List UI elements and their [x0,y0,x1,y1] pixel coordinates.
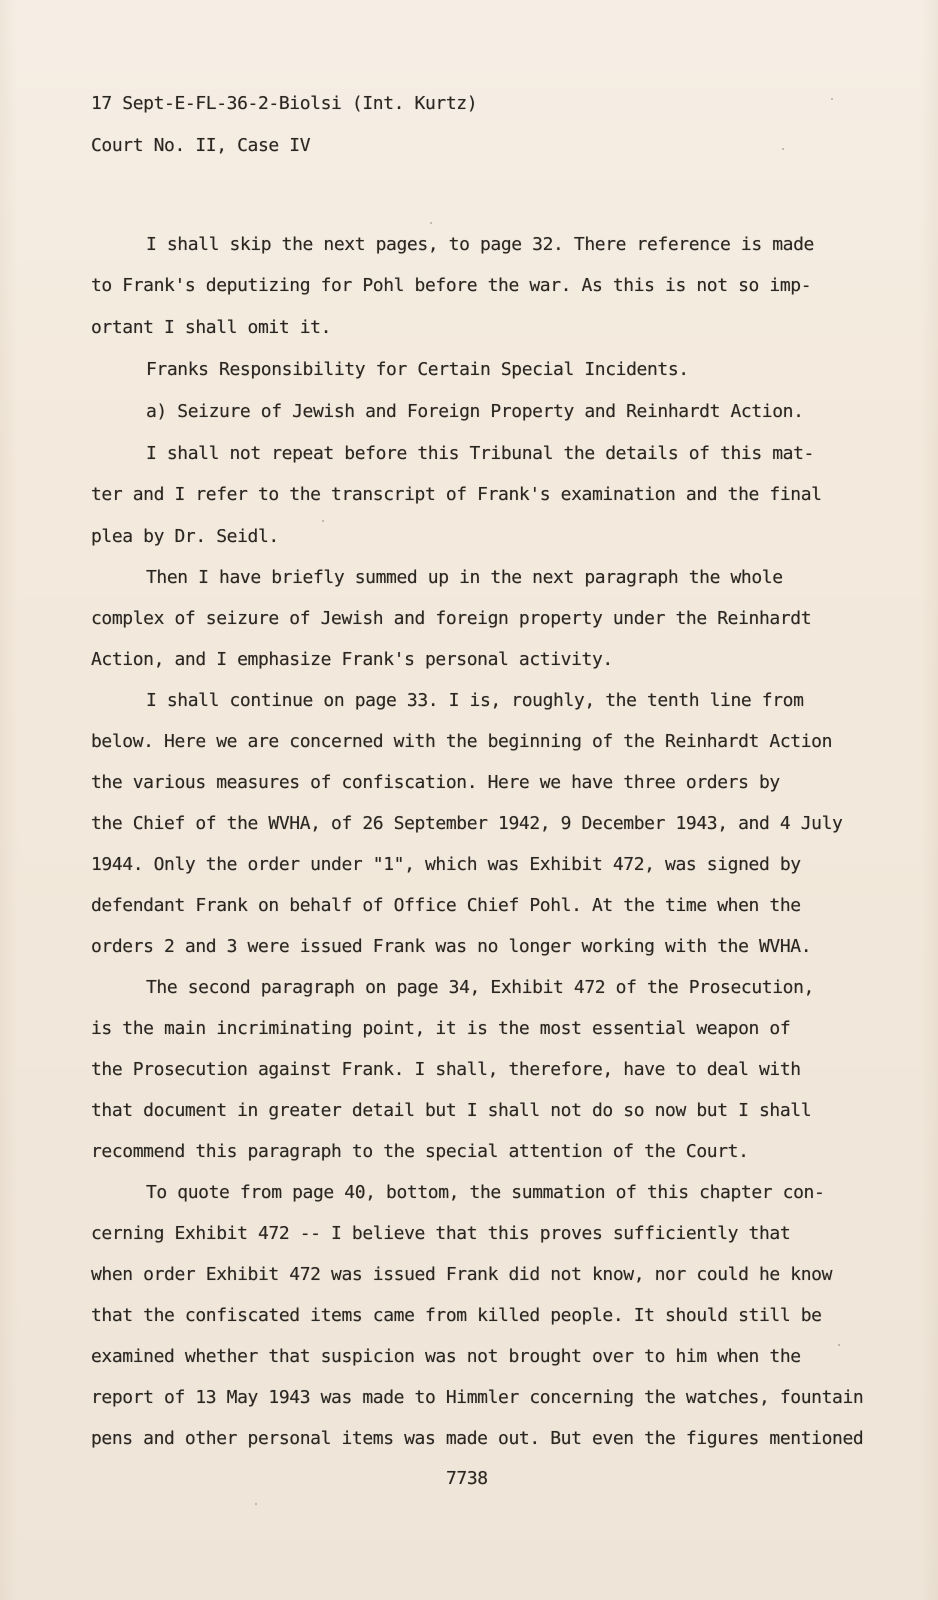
text-line: ter and I refer to the transcript of Frank's examination and the final [91,484,822,505]
document-reference-header: 17 Sept-E-FL-36-2-Biolsi (Int. Kurtz) [91,93,478,114]
text-line: the Prosecution against Frank. I shall, therefore, have to deal with [91,1059,801,1080]
page-number: 7738 [446,1468,488,1489]
text-line: recommend this paragraph to the special attention of the Court. [91,1141,749,1162]
text-line: the Chief of the WVHA, of 26 September 1942, 9 December 1943, and 4 July [91,813,843,834]
text-line: cerning Exhibit 472 -- I believe that this proves sufficiently that [91,1223,791,1244]
paper-speck [255,1503,257,1505]
text-line: complex of seizure of Jewish and foreign property under the Reinhardt [91,608,812,629]
text-line: that the confiscated items came from killed people. It should still be [91,1305,822,1326]
subsection-heading: a) Seizure of Jewish and Foreign Property and Reinhardt Action. [146,401,804,422]
text-line: ortant I shall omit it. [91,317,332,338]
text-line: Action, and I emphasize Frank's personal activity. [91,649,613,670]
text-line: the various measures of confiscation. Here we have three orders by [91,772,780,793]
paper-speck [782,148,784,150]
paper-speck [322,520,324,522]
text-line: defendant Frank on behalf of Office Chief Pohl. At the time when the [91,895,801,916]
text-line: that document in greater detail but I shall not do so now but I shall [91,1100,812,1121]
paper-speck [430,222,432,224]
paper-speck [838,1344,840,1346]
text-line: The second paragraph on page 34, Exhibit 472 of the Prosecution, [146,977,814,998]
text-line: below. Here we are concerned with the beginning of the Reinhardt Action [91,731,833,752]
text-line: is the main incriminating point, it is the most essential weapon of [91,1018,791,1039]
text-line: To quote from page 40, bottom, the summation of this chapter con- [146,1182,825,1203]
section-heading: Franks Responsibility for Certain Special Incidents. [146,359,689,380]
text-line: orders 2 and 3 were issued Frank was no longer working with the WVHA. [91,936,812,957]
text-line: pens and other personal items was made out. But even the figures mentioned [91,1428,864,1449]
text-line: I shall not repeat before this Tribunal the details of this mat- [146,443,814,464]
text-line: plea by Dr. Seidl. [91,526,279,547]
text-line: when order Exhibit 472 was issued Frank did not know, nor could he know [91,1264,833,1285]
paper-speck [831,98,833,100]
text-line: examined whether that suspicion was not brought over to him when the [91,1346,801,1367]
text-line: report of 13 May 1943 was made to Himmler concerning the watches, fountain [91,1387,864,1408]
text-line: Then I have briefly summed up in the next paragraph the whole [146,567,783,588]
text-line: 1944. Only the order under "1", which was Exhibit 472, was signed by [91,854,801,875]
text-line: I shall skip the next pages, to page 32. There reference is made [146,234,814,255]
court-case-header: Court No. II, Case IV [91,135,311,156]
text-line: to Frank's deputizing for Pohl before the war. As this is not so imp- [91,275,812,296]
text-line: I shall continue on page 33. I is, roughly, the tenth line from [146,690,804,711]
